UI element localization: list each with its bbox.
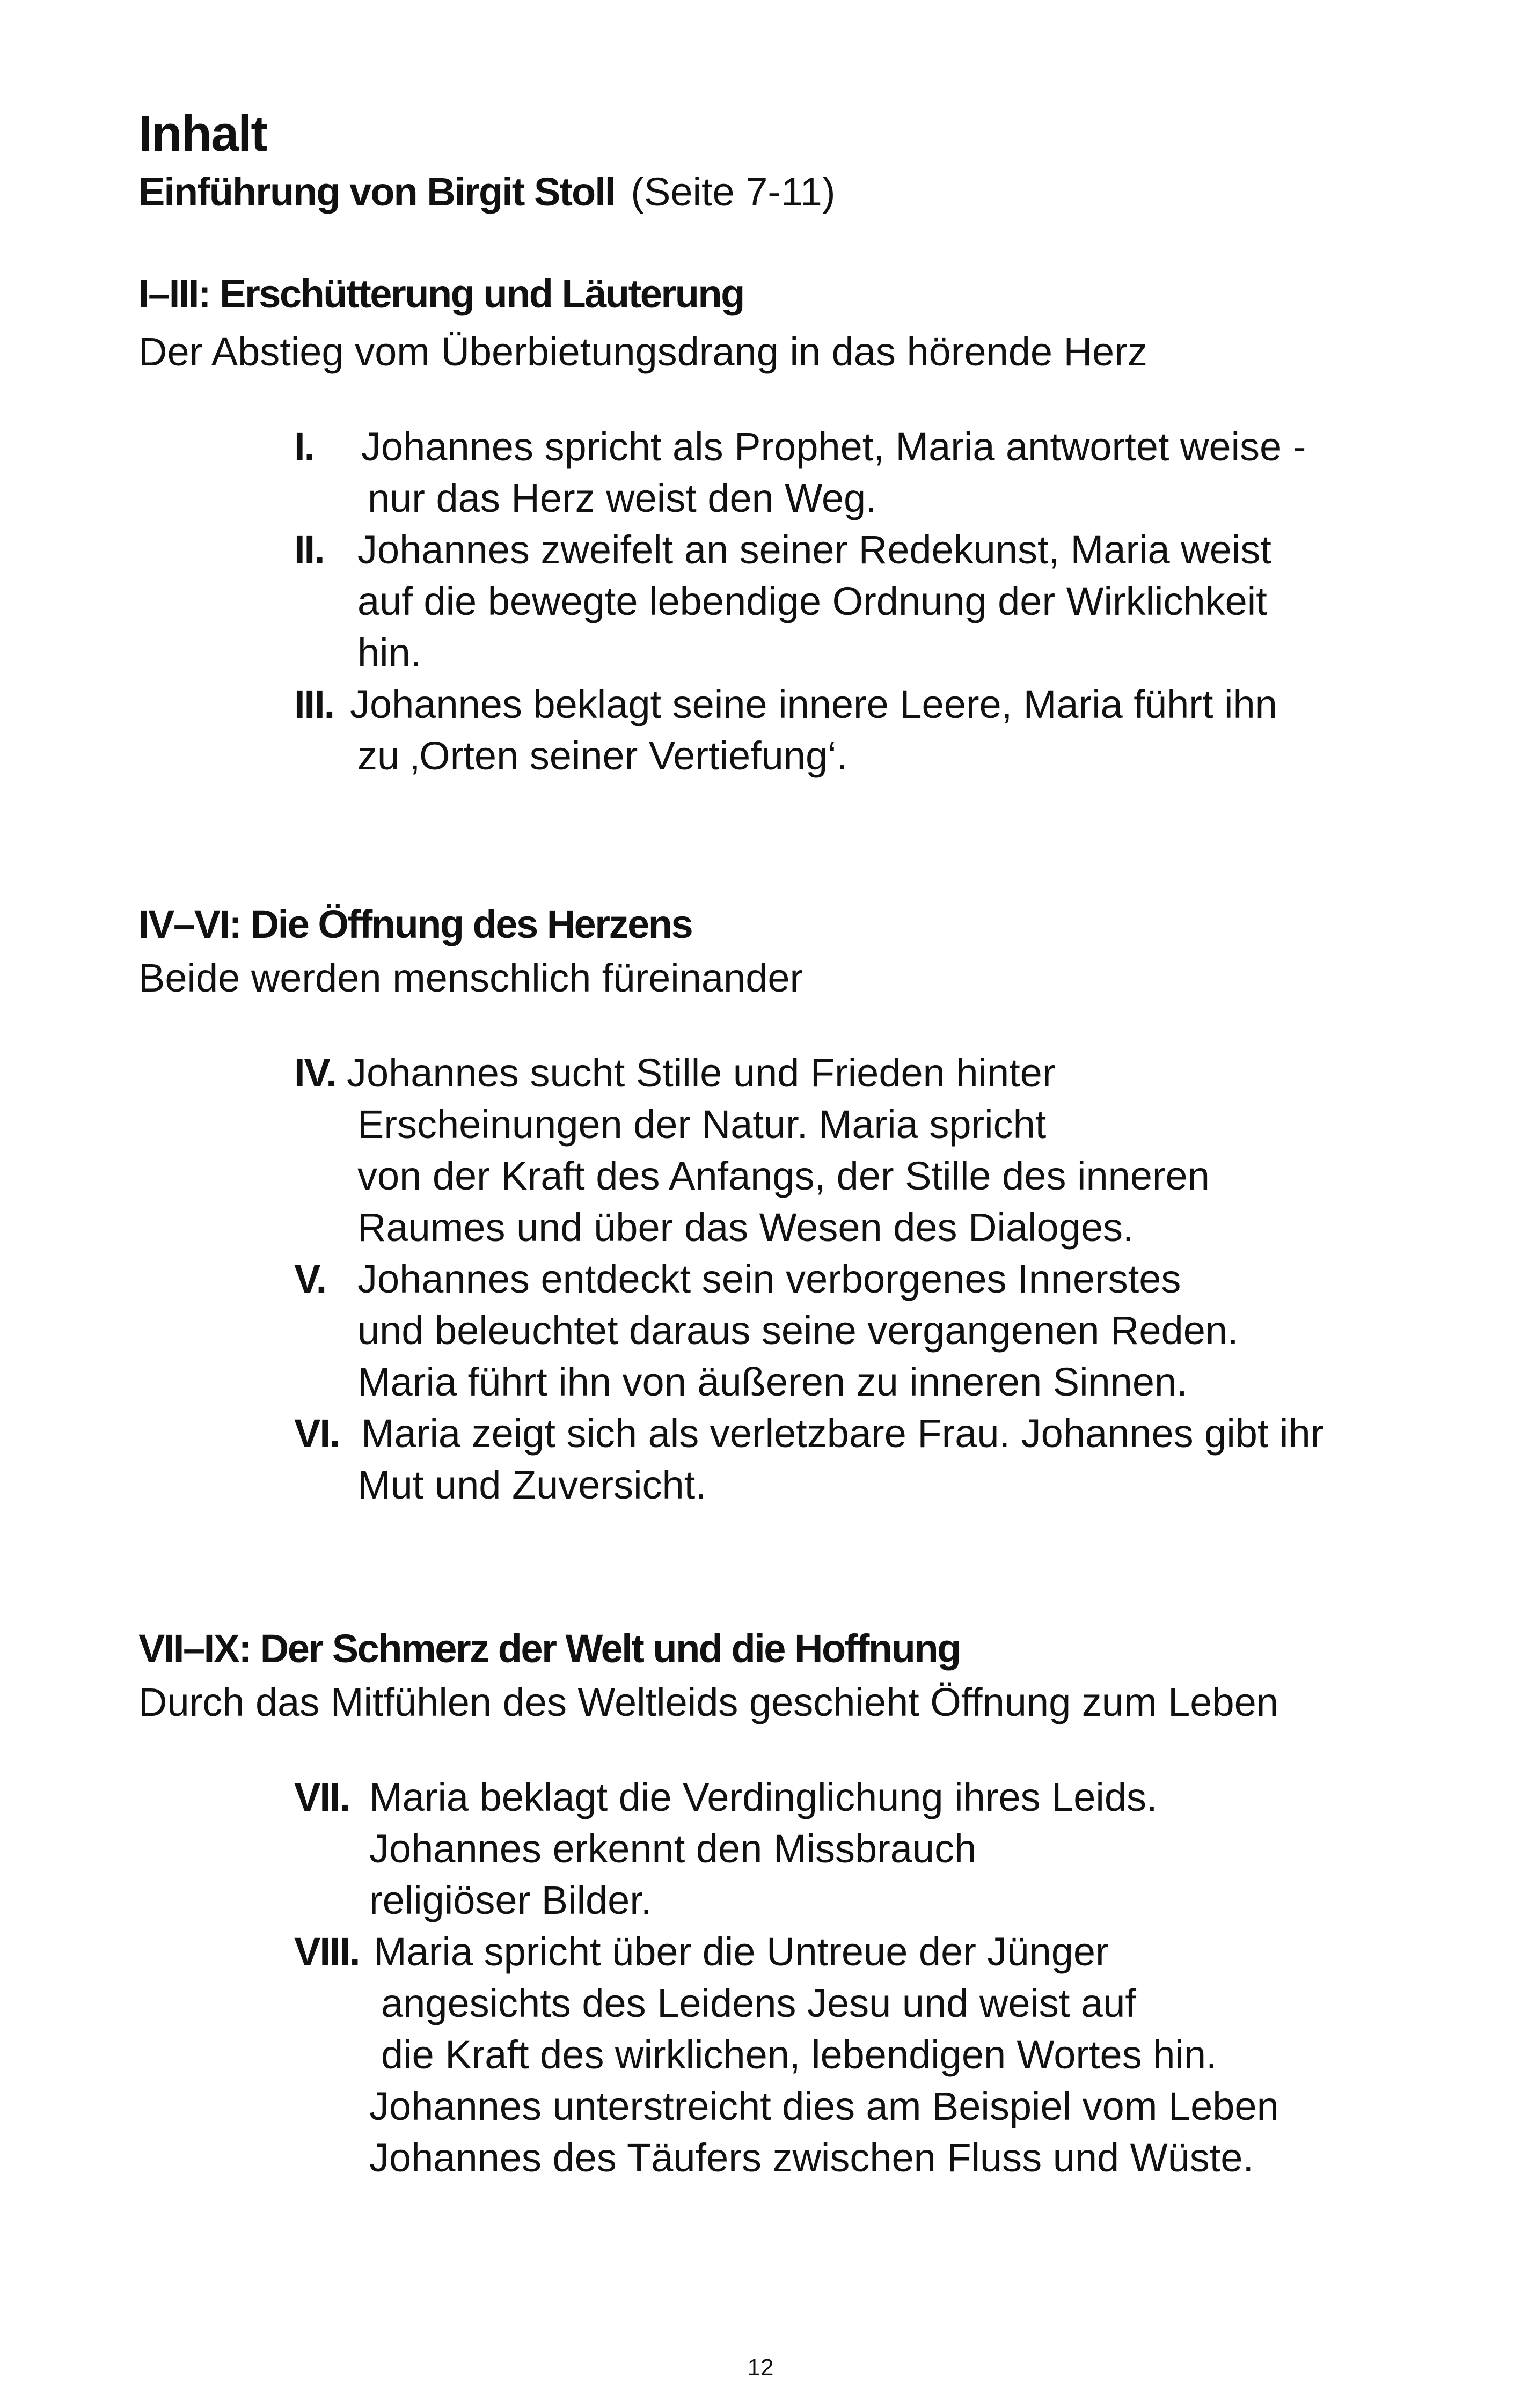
toc-item [294,524,1271,679]
toc-item [294,1926,1279,2184]
item-line: Johannes beklagt seine innere Leere, Maria führt ihn [350,682,1277,726]
intro-label: Einführung von Birgit Stoll [138,170,615,214]
item-numeral: IV. [294,1051,336,1095]
item-line: Johannes zweifelt an seiner Redekunst, Maria weist [357,527,1271,572]
section-subtitle: Beide werden menschlich füreinander [138,956,803,1000]
item-numeral: VI. [294,1411,340,1456]
item-line: hin. [357,630,422,675]
item-line: Maria spricht über die Untreue der Jünger [374,1929,1109,1974]
item-line: Erscheinungen der Natur. Maria spricht [357,1102,1047,1147]
item-line: angesichts des Leidens Jesu und weist auf [381,1981,1136,2025]
page-title: Inhalt [138,105,267,161]
item-line: von der Kraft des Anfangs, der Stille des inneren [357,1154,1210,1198]
item-line: die Kraft des wirklichen, lebendigen Wortes hin. [381,2032,1217,2077]
section-heading: IV–VI: Die Öffnung des Herzens [138,902,692,946]
item-line: zu ‚Orten seiner Vertiefung‘. [357,733,848,778]
section-heading: VII–IX: Der Schmerz der Welt und die Hoffnung [138,1626,960,1671]
page-number: 12 [747,2354,774,2381]
toc-item [294,1253,1239,1408]
toc-item [294,1047,1210,1253]
item-line: religiöser Bilder. [369,1878,652,1922]
item-numeral: III. [294,682,334,726]
item-line: Maria beklagt die Verdinglichung ihres Leids. [369,1775,1158,1819]
item-numeral: II. [294,527,324,572]
item-line: Mut und Zuversicht. [357,1463,706,1507]
item-line: Raumes und über das Wesen des Dialoges. [357,1205,1134,1250]
item-numeral: I. [294,424,315,469]
item-line: Maria zeigt sich als verletzbare Frau. Johannes gibt ihr [361,1411,1324,1456]
item-line: Johannes erkennt den Missbrauch [369,1826,977,1871]
item-line: Johannes des Täufers zwischen Fluss und Wüste. [369,2135,1254,2180]
section-heading: I–III: Erschütterung und Läuterung [138,271,744,316]
section-subtitle: Durch das Mitfühlen des Weltleids geschieht Öffnung zum Leben [138,1680,1278,1724]
section-subtitle: Der Abstieg vom Überbietungsdrang in das hörende Herz [138,329,1147,374]
toc-item [294,421,1306,524]
item-numeral: VIII. [294,1929,360,1974]
item-numeral: V. [294,1257,326,1301]
intro-pages: (Seite 7-11) [631,170,836,214]
item-line: Johannes spricht als Prophet, Maria antwortet weise - [361,424,1306,469]
toc-item [294,1772,1158,1926]
item-line: Johannes entdeckt sein verborgenes Innerstes [357,1257,1181,1301]
item-line: Johannes unterstreicht dies am Beispiel vom Leben [369,2084,1279,2128]
item-line: Johannes sucht Stille und Frieden hinter [347,1051,1056,1095]
intro-entry [138,169,835,215]
item-line: auf die bewegte lebendige Ordnung der Wirklichkeit [357,579,1267,623]
item-line: Maria führt ihn von äußeren zu inneren Sinnen. [357,1360,1188,1404]
item-line: und beleuchtet daraus seine vergangenen Reden. [357,1308,1239,1353]
toc-item [294,1408,1323,1511]
item-line: nur das Herz weist den Weg. [368,476,877,520]
toc-item [294,679,1277,782]
item-numeral: VII. [294,1775,350,1819]
